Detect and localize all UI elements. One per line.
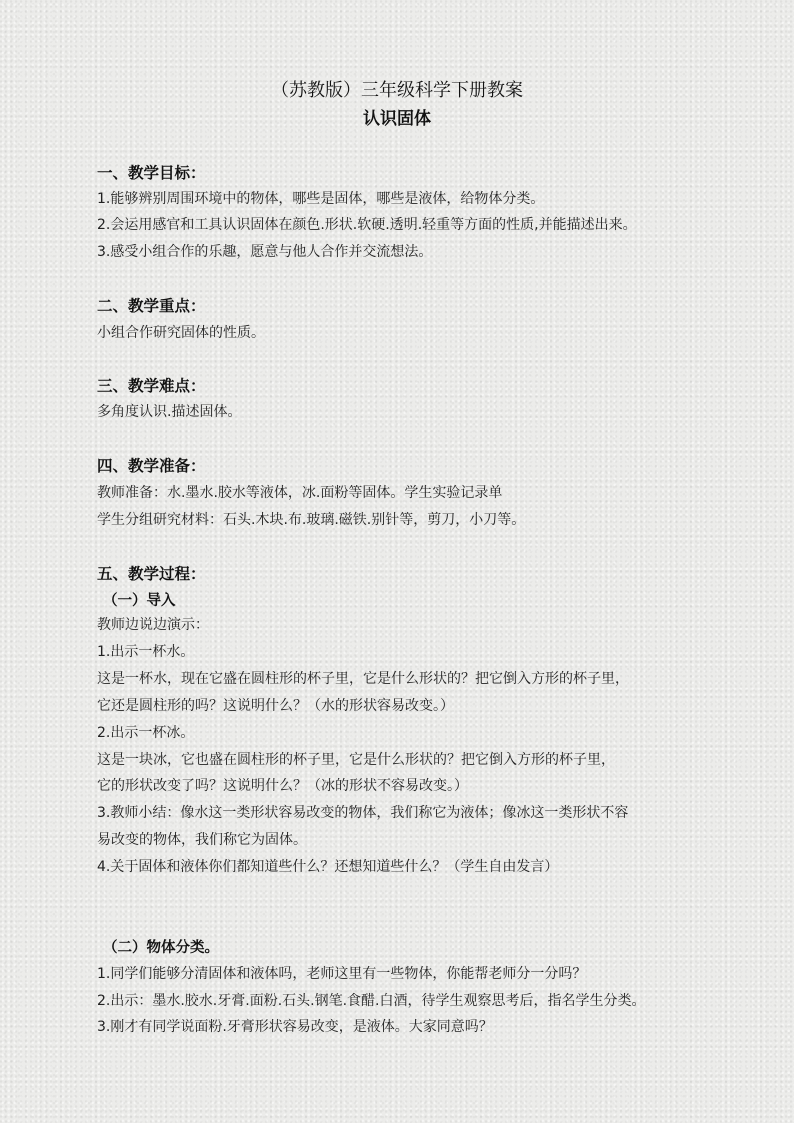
section-heading-focus: 二、教学重点： — [97, 297, 206, 315]
subsection-heading-classification: （二）物体分类。 — [103, 940, 219, 956]
focus-item: 小组合作研究固体的性质。 — [97, 325, 265, 341]
process-line: 它还是圆柱形的吗？这说明什么？（水的形状容易改变。） — [97, 698, 454, 714]
process-line: 易改变的物体，我们称它为固体。 — [97, 832, 307, 848]
process-line: 它的形状改变了吗？这说明什么？（冰的形状不容易改变。） — [97, 778, 468, 794]
process-line: 这是一杯水，现在它盛在圆柱形的杯子里，它是什么形状的？把它倒入方形的杯子里， — [97, 671, 629, 687]
subsection-heading-intro: （一）导入 — [103, 593, 176, 609]
goal-item: 1.能够辨别周围环境中的物体，哪些是固体，哪些是液体，给物体分类。 — [97, 191, 545, 207]
process-line: 教师边说边演示： — [97, 617, 209, 633]
section-heading-goals: 一、教学目标： — [97, 164, 206, 182]
process-line: 2.出示一杯冰。 — [97, 725, 195, 741]
process-line: 1.同学们能够分清固体和液体吗，老师这里有一些物体，你能帮老师分一分吗？ — [97, 966, 587, 982]
process-line: 这是一块冰，它也盛在圆柱形的杯子里，它是什么形状的？把它倒入方形的杯子里， — [97, 752, 615, 768]
process-line: 2.出示：墨水.胶水.牙膏.面粉.石头.钢笔.食醋.白酒，待学生观察思考后，指名学生分类。 — [97, 993, 646, 1009]
section-heading-process: 五、教学过程： — [97, 565, 206, 583]
section-heading-preparation: 四、教学准备： — [97, 457, 206, 475]
process-line: 3.刚才有同学说面粉.牙膏形状容易改变，是液体。大家同意吗？ — [97, 1019, 493, 1035]
document-subtitle: 认识固体 — [363, 109, 431, 129]
goal-item: 2.会运用感官和工具认识固体在颜色.形状.软硬.透明.轻重等方面的性质,并能描述出来。 — [97, 217, 637, 233]
process-line: 3.教师小结：像水这一类形状容易改变的物体，我们称它为液体；像冰这一类形状不容 — [97, 805, 629, 821]
process-line: 1.出示一杯水。 — [97, 644, 195, 660]
document-title: （苏教版）三年级科学下册教案 — [271, 80, 523, 101]
goal-item: 3.感受小组合作的乐趣，愿意与他人合作并交流想法。 — [97, 244, 433, 260]
process-line: 4.关于固体和液体你们都知道些什么？还想知道些什么？（学生自由发言） — [97, 859, 559, 875]
difficulty-item: 多角度认识.描述固体。 — [97, 404, 242, 420]
preparation-item: 教师准备：水.墨水.胶水等液体，冰.面粉等固体。学生实验记录单 — [97, 485, 503, 501]
preparation-item: 学生分组研究材料：石头.木块.布.玻璃.磁铁.别针等，剪刀，小刀等。 — [97, 512, 526, 528]
section-heading-difficulty: 三、教学难点： — [97, 377, 206, 395]
